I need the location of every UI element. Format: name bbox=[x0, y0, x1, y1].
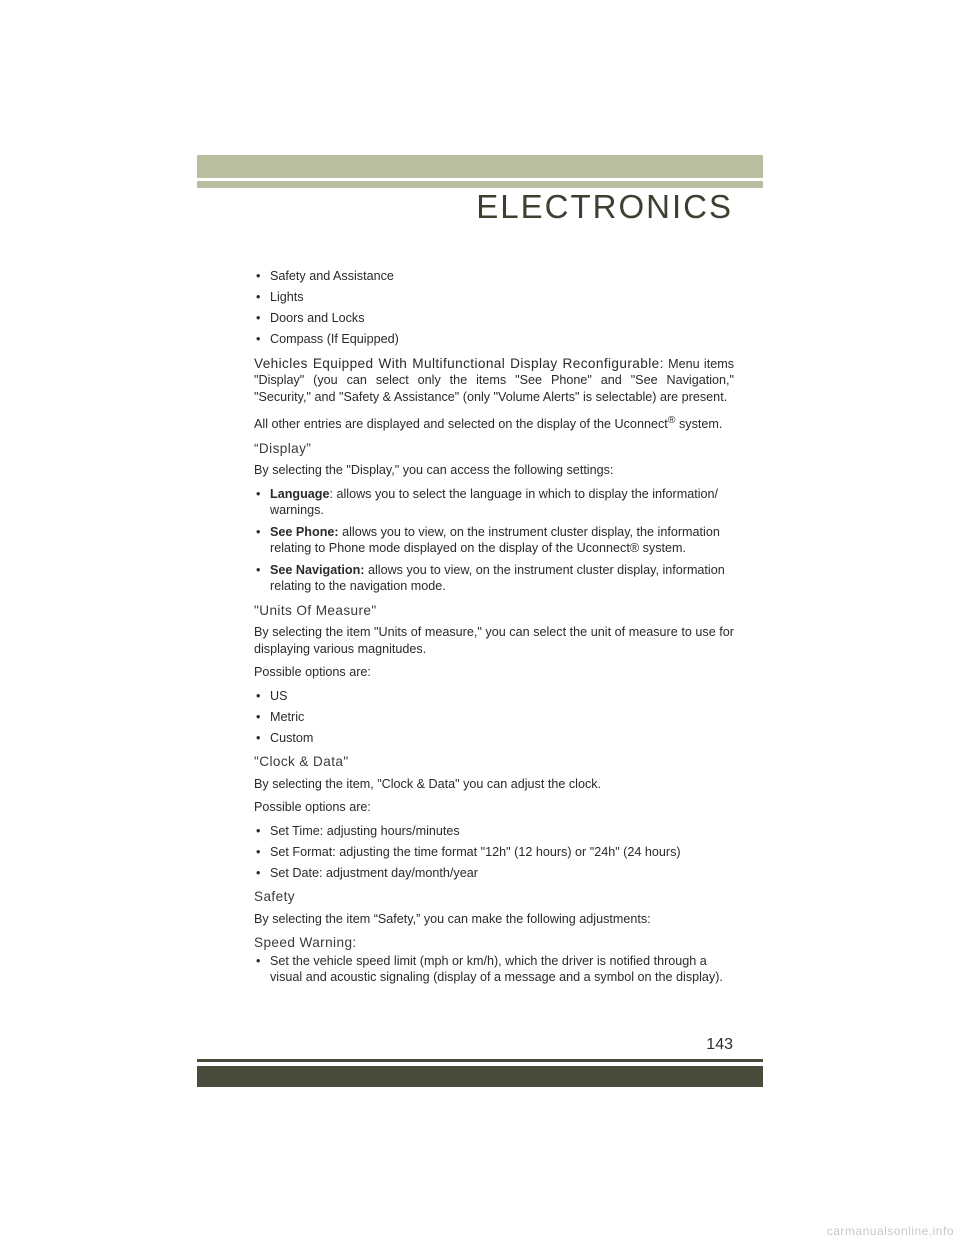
list-item: • US bbox=[254, 688, 734, 705]
term-see-phone-desc: allows you to view, on the instrument cluster display, the information relating to Phone mode displayed on the display of the Uconnect® system. bbox=[270, 524, 720, 556]
list-item: • Set Time: adjusting hours/minutes bbox=[254, 823, 734, 840]
units-options-label: Possible options are: bbox=[254, 665, 371, 680]
other-entries-text: All other entries are displayed and selected on the display of the Uconnect bbox=[254, 417, 668, 432]
term-language-desc: : allows you to select the language in which to display the information/ warnings. bbox=[270, 486, 719, 518]
list-item: • Lights bbox=[254, 289, 734, 306]
list-item: • Set Date: adjustment day/month/year bbox=[254, 865, 734, 882]
list-item: • Metric bbox=[254, 709, 734, 726]
term-language: Language bbox=[270, 486, 330, 501]
page-number: 143 bbox=[706, 1036, 733, 1053]
clock-intro: By selecting the item, "Clock & Data" you can adjust the clock. bbox=[254, 776, 602, 791]
list-item: • Custom bbox=[254, 730, 734, 747]
list-item: • Compass (If Equipped) bbox=[254, 331, 734, 348]
list-item bbox=[254, 486, 734, 519]
term-see-navigation-desc: allows you to view, on the instrument cluster display, information relating to the navigation mode. bbox=[270, 562, 725, 594]
term-see-phone: See Phone: bbox=[270, 524, 339, 539]
footer-watermark: carmanualsonline.info bbox=[826, 1224, 954, 1238]
safety-heading: Safety bbox=[254, 889, 295, 905]
list-item: • Set the vehicle speed limit (mph or km/h), which the driver is notified through a visual and acoustic signaling (display of a message and a symbol on the display). bbox=[254, 953, 734, 986]
reconfig-heading: Vehicles Equipped With Multifunctional Display Reconfigurable: bbox=[254, 355, 664, 371]
display-intro: By selecting the "Display," you can access the following settings: bbox=[254, 463, 614, 478]
list-item: • Set Format: adjusting the time format "12h" (12 hours) or "24h" (24 hours) bbox=[254, 844, 734, 861]
units-heading: "Units Of Measure" bbox=[254, 602, 377, 618]
footer-bar bbox=[197, 1066, 763, 1087]
other-entries-tail: system. bbox=[675, 417, 723, 432]
speed-warning-heading: Speed Warning: bbox=[254, 935, 357, 951]
page-content bbox=[254, 268, 734, 990]
clock-heading: "Clock & Data" bbox=[254, 754, 349, 770]
safety-intro: By selecting the item “Safety,” you can make the following adjustments: bbox=[254, 911, 651, 926]
list-item bbox=[254, 524, 734, 557]
clock-options-label: Possible options are: bbox=[254, 800, 371, 815]
display-heading: “Display” bbox=[254, 440, 312, 456]
list-item bbox=[254, 562, 734, 595]
reconfig-text: Menu items "Display" (you can select only the items "See Phone" and "See Navigation," "Security," and "Safety & Assistance" (only "Volume Alerts" is selectable) are present. bbox=[254, 356, 734, 404]
list-item: • Safety and Assistance bbox=[254, 268, 734, 285]
footer-line bbox=[197, 1059, 763, 1062]
section-title: ELECTRONICS bbox=[476, 188, 733, 225]
header-bar bbox=[197, 155, 763, 178]
other-entries-paragraph bbox=[254, 412, 734, 433]
list-item: • Doors and Locks bbox=[254, 310, 734, 327]
header-bar-thin bbox=[197, 181, 763, 188]
registered-mark: ® bbox=[667, 414, 676, 426]
units-intro: By selecting the item "Units of measure," you can select the unit of measure to use for displaying various magnitudes. bbox=[254, 625, 734, 656]
reconfig-paragraph bbox=[254, 356, 734, 406]
term-see-navigation: See Navigation: bbox=[270, 562, 365, 577]
